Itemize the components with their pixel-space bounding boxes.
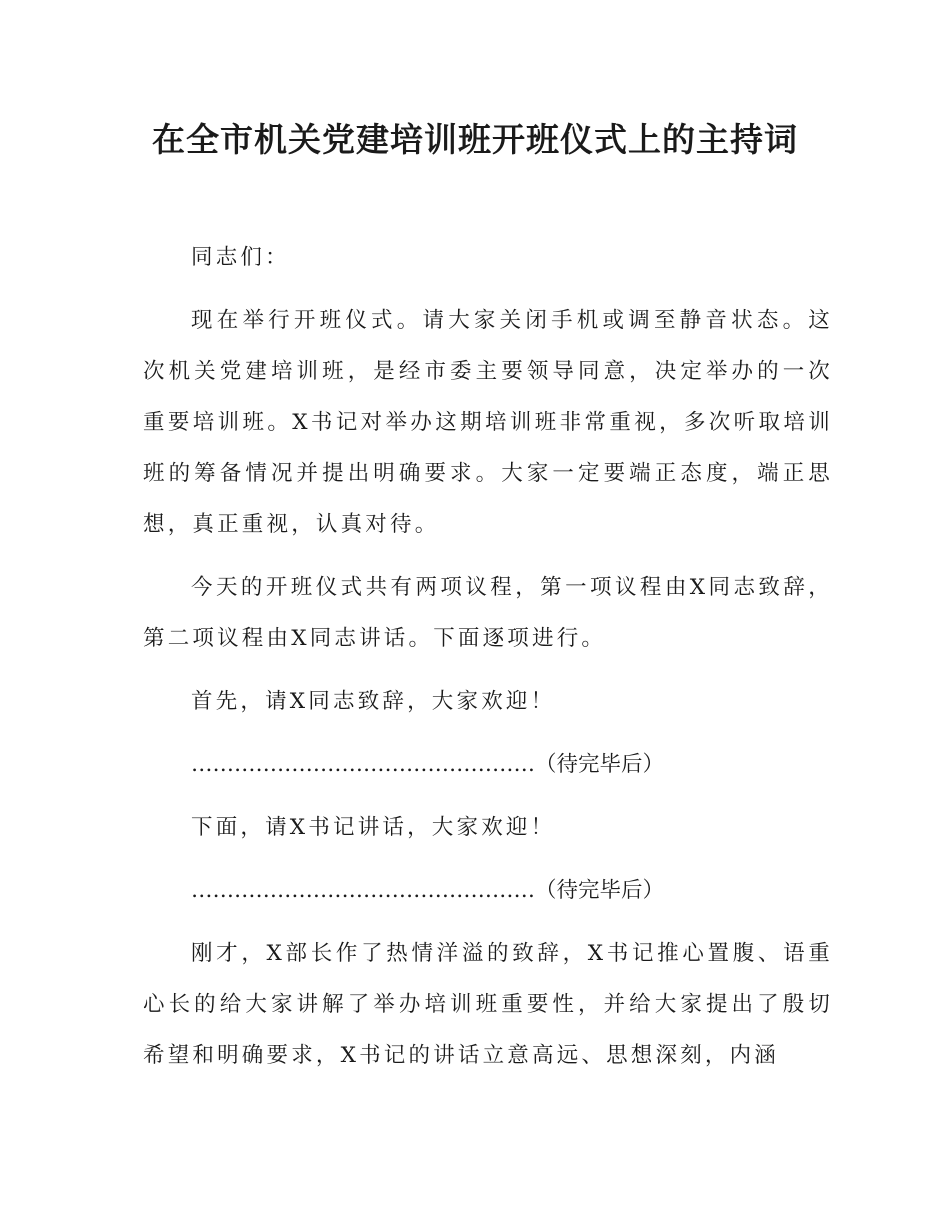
paragraph-first-speaker: 首先，请X同志致辞，大家欢迎！ (191, 689, 556, 714)
pause-line-1 (143, 739, 833, 790)
paragraph-opening: 现在举行开班仪式。请大家关闭手机或调至静音状态。这次机关党建培训班，是经市委主要领导同意，决定举办的一次重要培训班。X书记对举办这期培训班非常重视，多次听取培训班的筹备情况并提出明确要求。大家一定要端正态度，端正思想，真正重视，认真对待。 (143, 308, 833, 537)
pause-dots-1: ………………………………………… (191, 752, 535, 777)
paragraph-summary: 刚才，X部长作了热情洋溢的致辞，X书记推心置腹、语重心长的给大家讲解了举办培训班重要性，并给大家提出了殷切希望和明确要求，X书记的讲话立意高远、思想深刻，内涵 (143, 941, 833, 1068)
pause-note-2: （待完毕后） (535, 878, 665, 903)
pause-line-2 (143, 865, 833, 916)
pause-dots-2: ………………………………………… (191, 878, 535, 903)
salutation: 同志们： (191, 245, 290, 270)
paragraph-agenda: 今天的开班仪式共有两项议程，第一项议程由X同志致辞，第二项议程由X同志讲话。下面逐项进行。 (143, 575, 833, 651)
pause-note-1: （待完毕后） (535, 752, 665, 777)
document-title: 在全市机关党建培训班开班仪式上的主持词 (152, 120, 798, 159)
paragraph-second-speaker: 下面，请X书记讲话，大家欢迎！ (191, 815, 556, 840)
document-body (143, 232, 833, 1093)
